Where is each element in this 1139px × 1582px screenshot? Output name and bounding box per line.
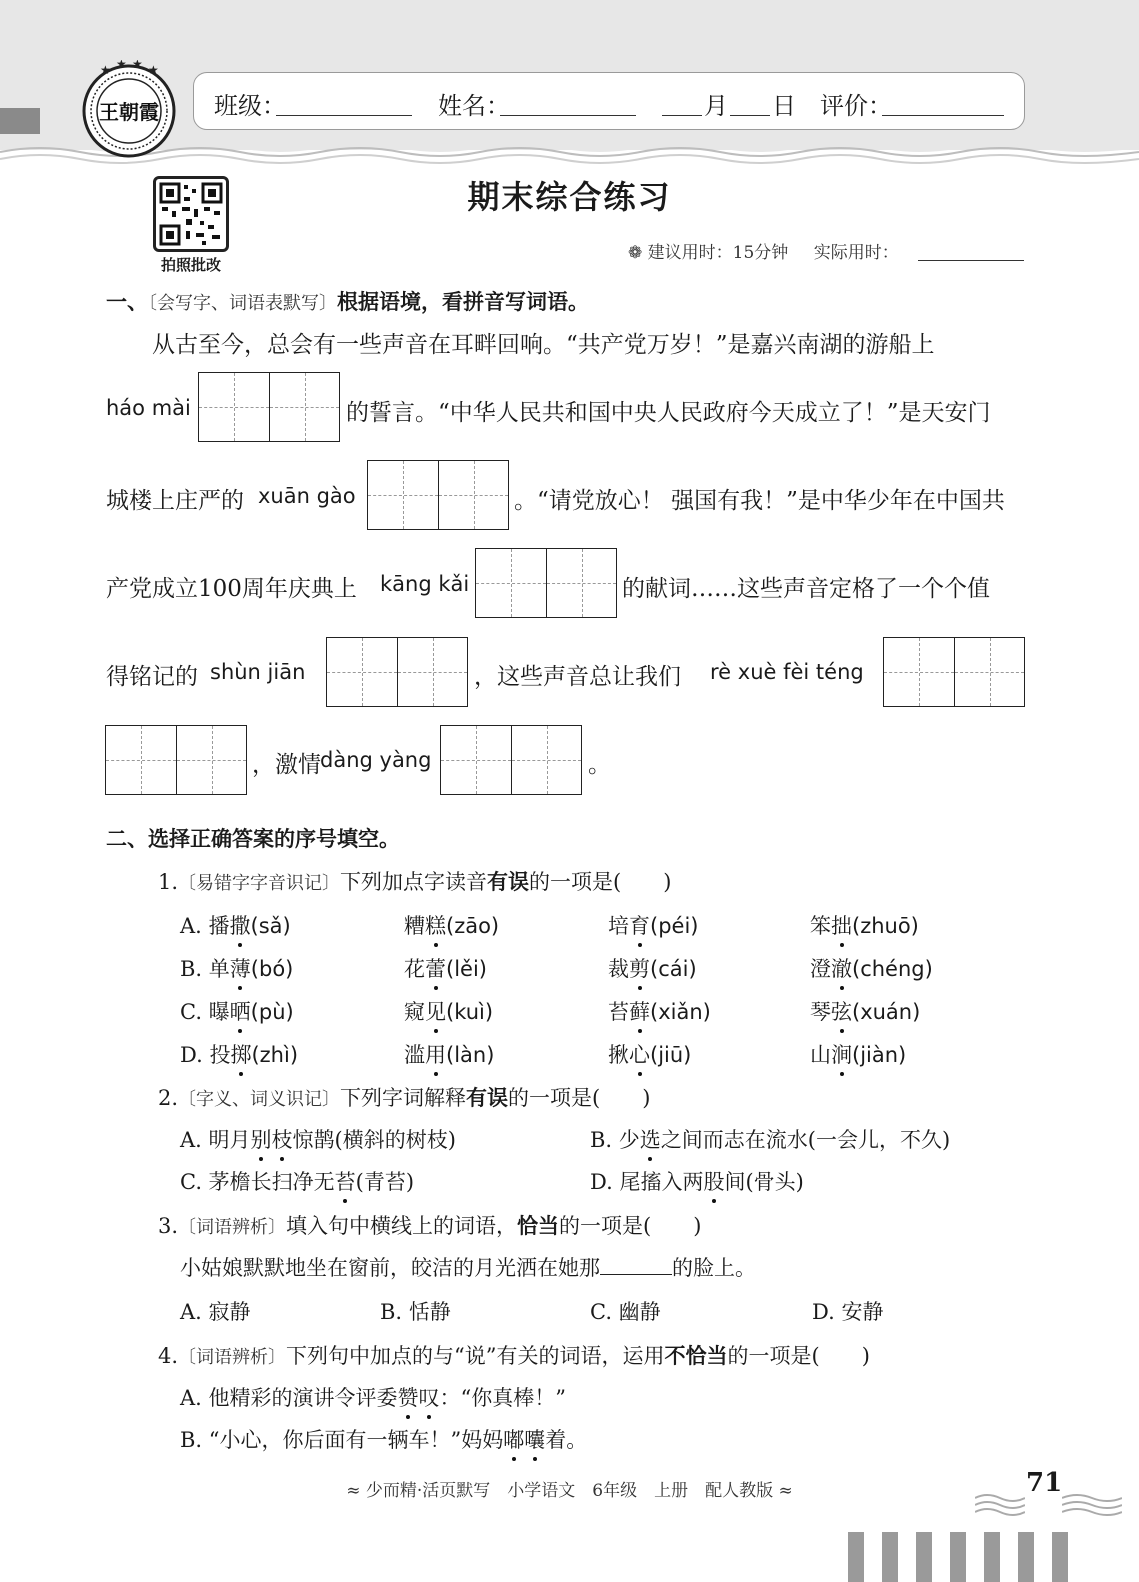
- class-label: 班级：: [214, 92, 286, 120]
- q2-option-a[interactable]: A. 明月别枝惊鹊(横斜的树枝): [180, 1124, 456, 1154]
- passage-text-3b: 。“请党放心！ 强国有我！”是中华少年在中国共: [514, 488, 1005, 514]
- actual-time-input[interactable]: [918, 260, 1024, 261]
- page-number-wave: [975, 1488, 1025, 1518]
- month-label: 月: [704, 92, 728, 120]
- q1-option-a-word-3: 培育(péi): [608, 910, 698, 940]
- question-2: 2.〔字义、词义识记〕下列字词解释有误的一项是( ): [158, 1086, 651, 1110]
- brand-logo: [80, 60, 178, 158]
- q1-tag: 〔易错字字音识记〕: [178, 873, 341, 894]
- logo-text: 王朝霞: [99, 100, 159, 124]
- q4-tag: 〔词语辨析〕: [178, 1347, 287, 1368]
- name-label: 姓名：: [438, 92, 510, 120]
- actual-time-label: 实际用时：: [813, 243, 899, 263]
- q2-option-c[interactable]: C. 茅檐长扫净无苔(青苔): [180, 1166, 414, 1196]
- q3-blank[interactable]: [600, 1274, 672, 1275]
- passage-text-6b: 。: [588, 752, 611, 778]
- q1-option-b-word-4: 澄澈(chéng): [810, 953, 933, 983]
- page-number: 71: [1026, 1468, 1063, 1498]
- section1-tag: 〔会写字、词语表默写〕: [148, 293, 337, 314]
- passage-text-5a: 得铭记的: [106, 664, 198, 690]
- passage-text-2: 的誓言。“中华人民共和国中央人民政府今天成立了！”是天安门: [346, 400, 991, 426]
- passage-line-1: 从古至今，总会有一些声音在耳畔回响。“共产党万岁！”是嘉兴南湖的游船上: [152, 332, 935, 358]
- q1-option-d-word-4: 山涧(jiàn): [810, 1039, 906, 1069]
- section1-heading: 一、〔会写字、词语表默写〕根据语境，看拼音写词语。: [106, 290, 589, 314]
- q3-option-c[interactable]: C. 幽静: [590, 1300, 661, 1324]
- q1-option-d-word-1[interactable]: D. 投掷(zhì): [180, 1039, 298, 1069]
- passage-text-4b: 的献词……这些声音定格了一个个值: [622, 576, 990, 602]
- pinyin-haomai: háo mài: [106, 396, 191, 420]
- pinyin-rexuefeiteng: rè xuè fèi téng: [710, 660, 864, 684]
- question-4: 4.〔词语辨析〕下列句中加点的与“说”有关的词语，运用不恰当的一项是( ): [158, 1344, 870, 1368]
- svg-text:★: ★: [132, 60, 143, 71]
- answer-box-xuangao[interactable]: [367, 460, 509, 530]
- svg-text:★: ★: [116, 60, 127, 71]
- q1-option-d-word-3: 揪心(jiū): [608, 1039, 691, 1069]
- side-tab: [0, 108, 40, 134]
- passage-text-3a: 城楼上庄严的: [106, 488, 244, 514]
- passage-text-4a: 产党成立100周年庆典上: [106, 576, 357, 602]
- pinyin-xuangao: xuān gào: [258, 484, 356, 508]
- q1-option-c-word-1[interactable]: C. 曝晒(pù): [180, 996, 294, 1026]
- clock-icon: ❁: [628, 243, 643, 263]
- name-input[interactable]: [500, 115, 636, 116]
- suggested-time: 建议用时：15分钟: [647, 243, 789, 263]
- q3-tag: 〔词语辨析〕: [178, 1217, 287, 1238]
- page-title: 期末综合练习: [467, 178, 672, 216]
- pinyin-shunjian: shùn jiān: [210, 660, 306, 684]
- q1-option-b-word-2: 花蕾(lěi): [404, 953, 487, 983]
- answer-box-shunjian[interactable]: [326, 637, 468, 707]
- answer-box-dangyang[interactable]: [440, 725, 582, 795]
- section2-heading: 二、选择正确答案的序号填空。: [106, 827, 400, 851]
- answer-box-kangkai[interactable]: [475, 548, 617, 618]
- q3-option-b[interactable]: B. 恬静: [380, 1300, 451, 1324]
- q2-tag: 〔字义、词义识记〕: [178, 1089, 341, 1110]
- month-input[interactable]: [662, 115, 702, 116]
- question-1: 1.〔易错字字音识记〕下列加点字读音有误的一项是( ): [158, 870, 672, 894]
- svg-text:★: ★: [100, 63, 111, 77]
- pinyin-dangyang: dàng yàng: [320, 748, 432, 772]
- page-number-wave-right: [1062, 1488, 1122, 1518]
- answer-box-rexuefeiteng-1[interactable]: [883, 637, 1025, 707]
- svg-text:★: ★: [148, 63, 159, 77]
- day-input[interactable]: [730, 115, 770, 116]
- q1-option-c-word-2: 窥见(kuì): [404, 996, 493, 1026]
- qr-label: 拍照批改: [160, 256, 221, 274]
- decorative-stripes: [848, 1532, 1088, 1582]
- passage-text-6a: ，激情: [252, 752, 321, 778]
- day-label: 日: [772, 92, 796, 120]
- eval-label: 评价：: [820, 92, 892, 120]
- eval-input[interactable]: [882, 115, 1004, 116]
- q1-option-a-word-1[interactable]: A. 播撒(sǎ): [180, 910, 291, 940]
- q1-option-a-word-2: 糟糕(zāo): [404, 910, 499, 940]
- q3-option-a[interactable]: A. 寂静: [180, 1300, 251, 1324]
- q1-option-b-word-3: 裁剪(cái): [608, 953, 697, 983]
- q4-option-a[interactable]: A. 他精彩的演讲令评委赞叹：“你真棒！”: [180, 1382, 566, 1412]
- q1-option-c-word-4: 琴弦(xuán): [810, 996, 920, 1026]
- q2-option-b[interactable]: B. 少选之间而志在流水(一会儿，不久): [590, 1124, 950, 1154]
- q1-option-a-word-4: 笨拙(zhuō): [810, 910, 919, 940]
- q1-option-c-word-3: 苔藓(xiǎn): [608, 996, 711, 1026]
- q1-option-d-word-2: 滥用(làn): [404, 1039, 494, 1069]
- question-3: 3.〔词语辨析〕填入句中横线上的词语，恰当的一项是( ): [158, 1214, 702, 1238]
- q1-option-b-word-1[interactable]: B. 单薄(bó): [180, 953, 293, 983]
- q4-option-b[interactable]: B. “小心，你后面有一辆车！”妈妈嘟囔着。: [180, 1424, 587, 1454]
- q2-option-d[interactable]: D. 尾搐入两股间(骨头): [590, 1166, 804, 1196]
- answer-box-haomai[interactable]: [198, 372, 340, 442]
- footer-text: ≈ 少而精·活页默写 小学语文 6年级 上册 配人教版 ≈: [346, 1481, 793, 1501]
- q3-option-d[interactable]: D. 安静: [812, 1300, 884, 1324]
- student-info-bar: [193, 72, 1025, 130]
- pinyin-kangkai: kāng kǎi: [380, 572, 470, 596]
- passage-text-5b: ，这些声音总让我们: [474, 664, 681, 690]
- class-input[interactable]: [276, 115, 412, 116]
- answer-box-rexuefeiteng-2[interactable]: [105, 725, 247, 795]
- q3-sentence: 小姑娘默默地坐在窗前，皎洁的月光洒在她那 的脸上。: [180, 1256, 756, 1280]
- time-row: [628, 238, 899, 263]
